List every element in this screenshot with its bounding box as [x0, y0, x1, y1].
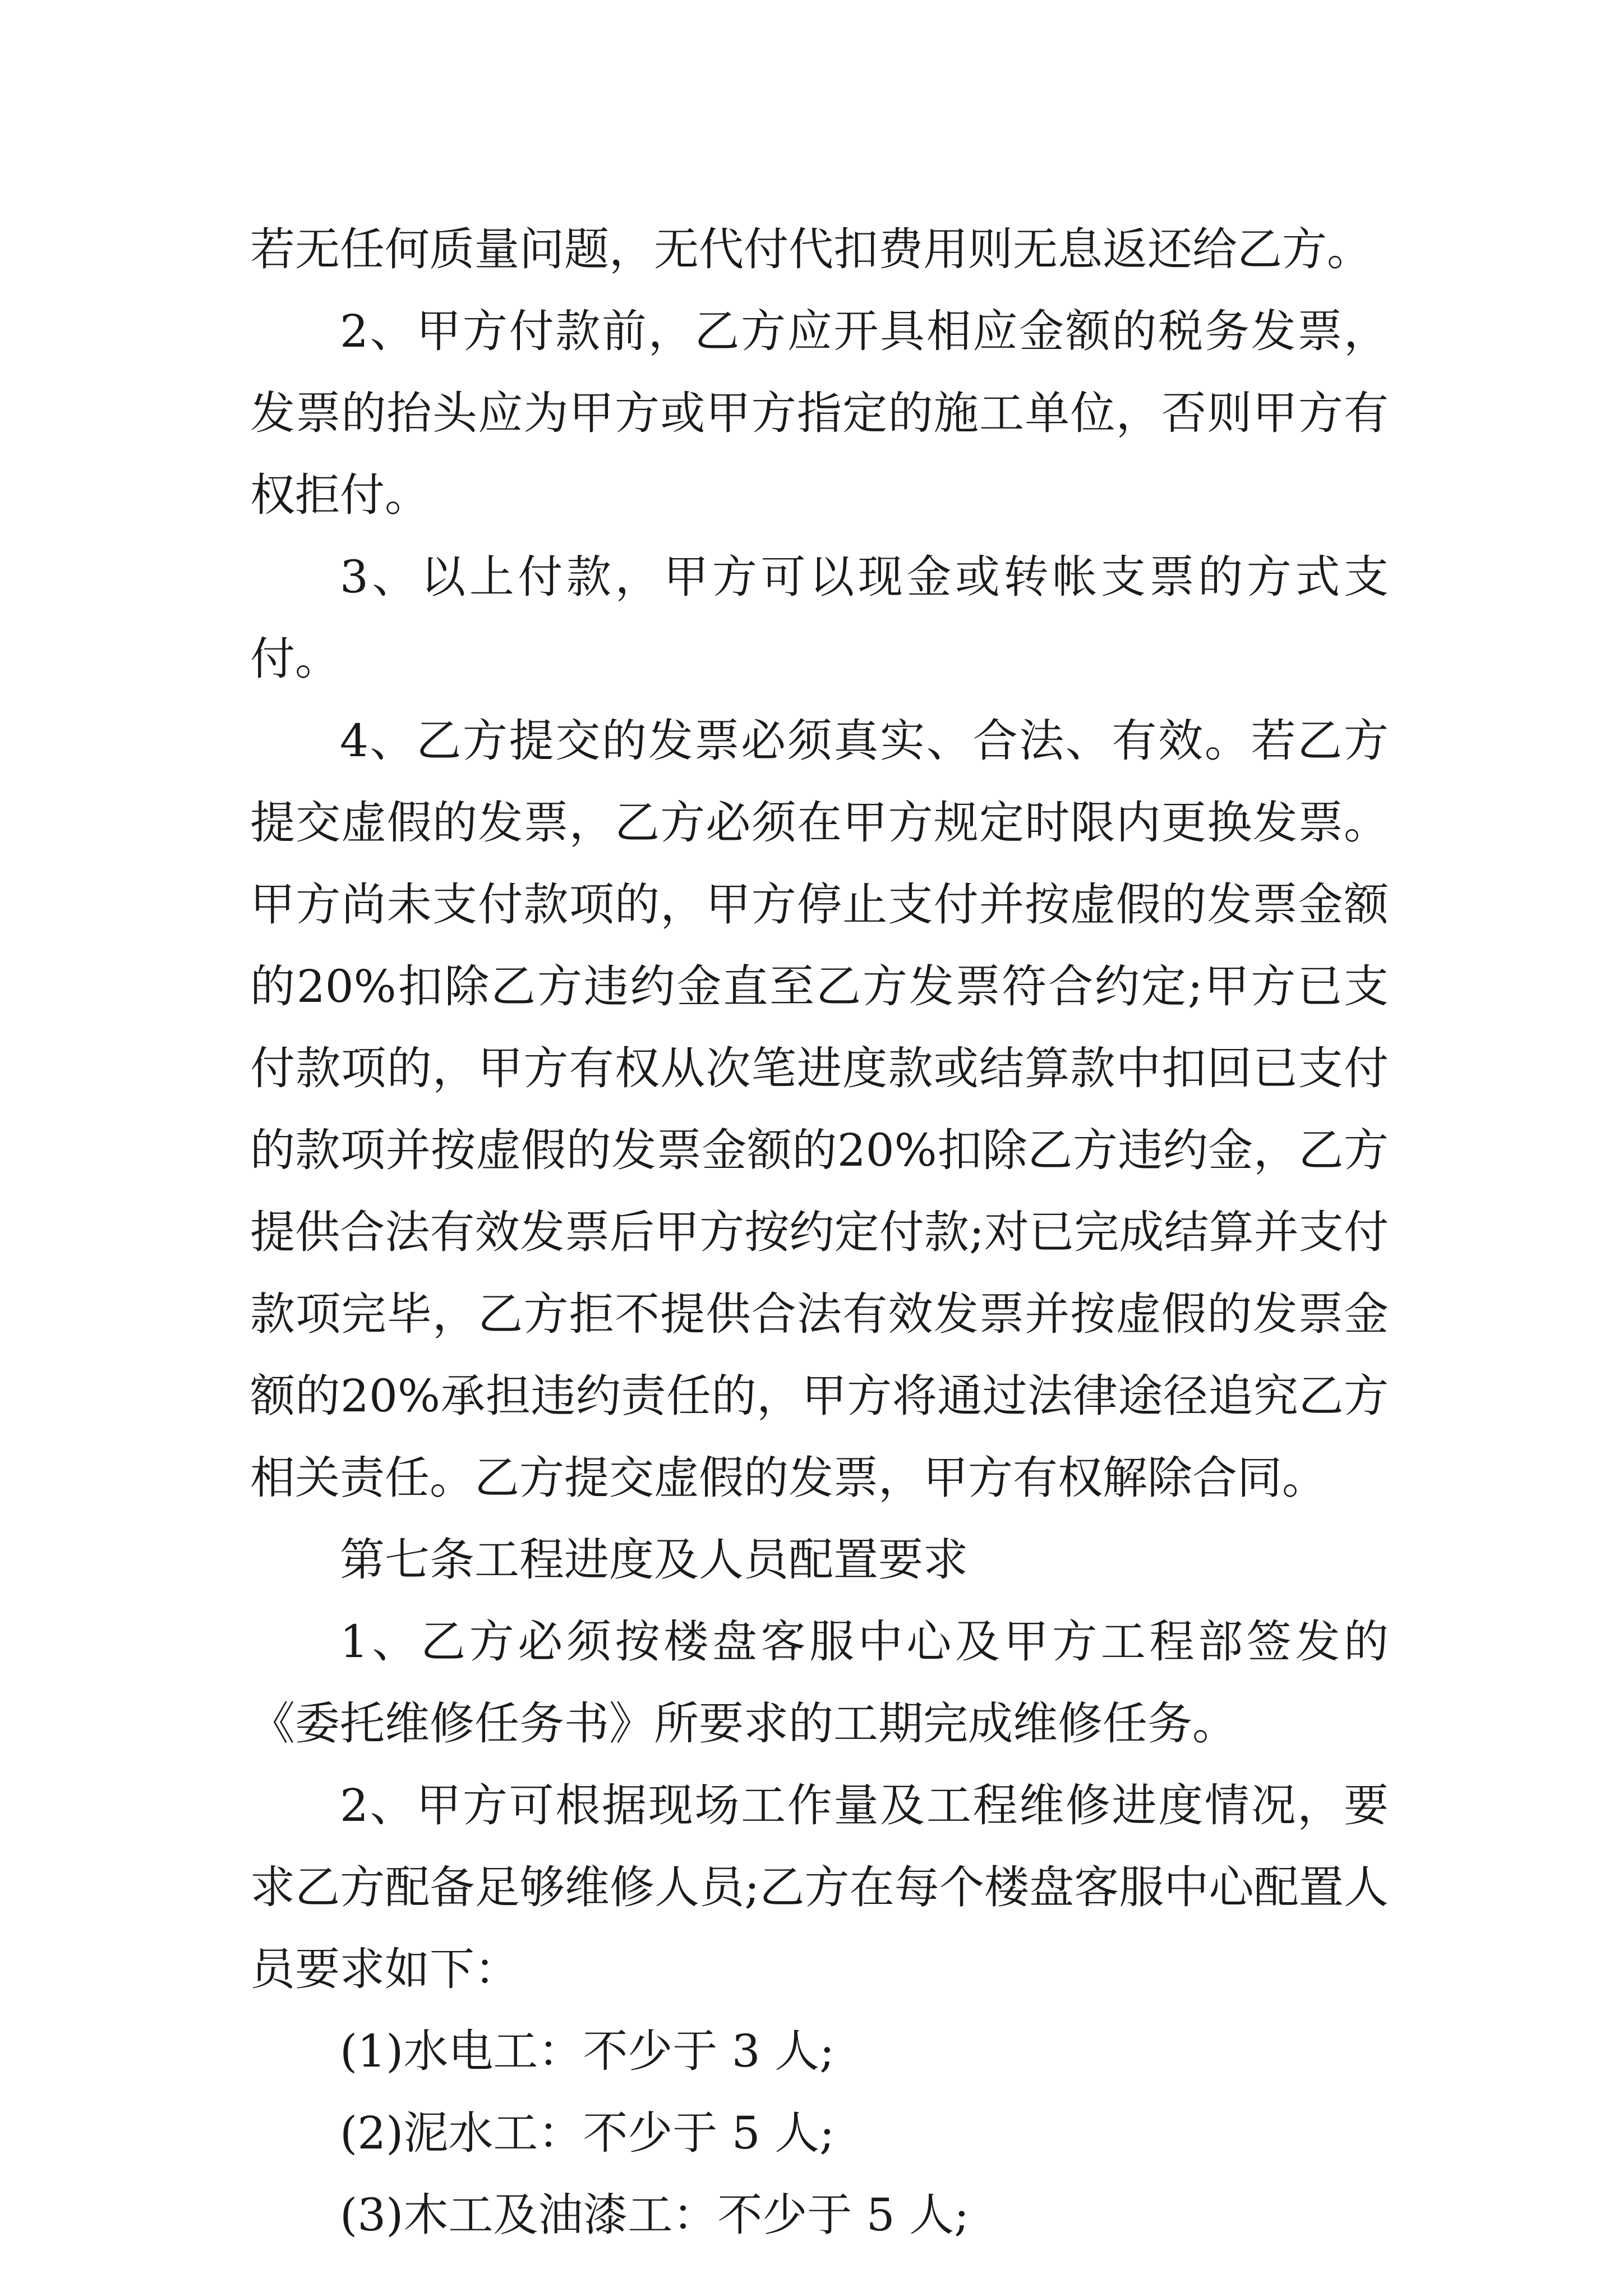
list-item-carpenter-painter: (3)木工及油漆工：不少于 5 人; — [340, 2189, 970, 2241]
section-heading-article-seven: 第七条工程进度及人员配置要求 — [340, 1534, 968, 1586]
document-body — [250, 209, 1389, 2256]
list-item-mason: (2)泥水工：不少于 5 人; — [340, 2107, 835, 2159]
list-item-electrician: (1)水电工：不少于 3 人; — [340, 2025, 835, 2077]
paragraph-invoice-requirement: 2、甲方付款前，乙方应开具相应金额的税务发票，发票的抬头应为甲方或甲方指定的施工单位，否则甲方有权拒付。 — [250, 305, 1389, 521]
paragraph-invoice-validity: 4、乙方提交的发票必须真实、合法、有效。若乙方提交虚假的发票，乙方必须在甲方规定时限内更换发票。甲方尚未支付款项的，甲方停止支付并按虚假的发票金额的20%扣除乙方违约金直至乙方发票符合约定;甲方已支付款项的，甲方有权从次笔进度款或结算款中扣回已支付的款项并按虚假的发票金额的20%扣除乙方违约金，乙方提供合法有效发票后甲方按约定付款;对已完成结算并支付款项完毕，乙方拒不提供合法有效发票并按虚假的发票金额的20%承担违约责任的，甲方将通过法律途径追究乙方相关责任。乙方提交虚假的发票，甲方有权解除合同。 — [250, 715, 1389, 1504]
paragraph-schedule: 1、乙方必须按楼盘客服中心及甲方工程部签发的《委托维修任务书》所要求的工期完成维修任务。 — [250, 1616, 1389, 1750]
paragraph-staffing: 2、甲方可根据现场工作量及工程维修进度情况，要求乙方配备足够维修人员;乙方在每个楼盘客服中心配置人员要求如下： — [250, 1779, 1389, 1995]
paragraph-return-deposit: 若无任何质量问题，无代付代扣费用则无息返还给乙方。 — [250, 223, 1372, 275]
paragraph-payment-method: 3、以上付款，甲方可以现金或转帐支票的方式支付。 — [250, 551, 1389, 685]
